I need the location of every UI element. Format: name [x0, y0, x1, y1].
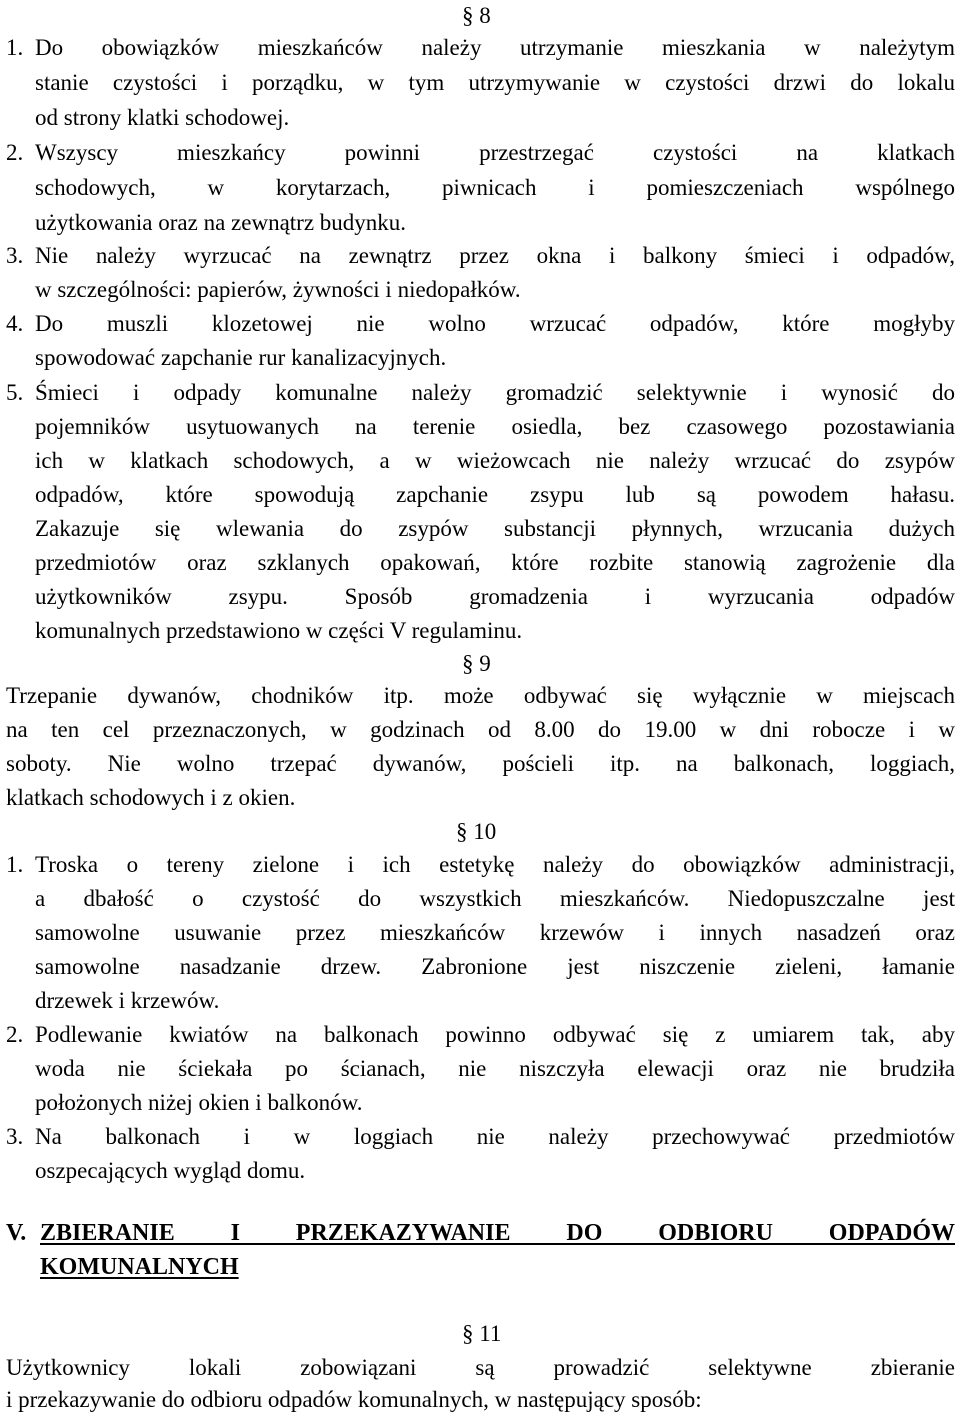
text-line: pojemników usytuowanych na terenie osiedla, bez czasowego pozostawiania	[35, 414, 955, 439]
text-line: a dbałość o czystość do wszystkich mieszkańców. Niedopuszczalne jest	[35, 886, 955, 911]
text-line: na ten cel przeznaczonych, w godzinach od 8.00 do 19.00 w dni robocze i w	[6, 717, 955, 742]
text-line: odpadów, które spowodują zapchanie zsypu lub są powodem hałasu.	[35, 482, 955, 507]
text-line: położonych niżej okien i balkonów.	[35, 1090, 363, 1115]
text-line: i przekazywanie do odbioru odpadów komunalnych, w następujący sposób:	[6, 1387, 702, 1412]
text-line: Podlewanie kwiatów na balkonach powinno odbywać się z umiarem tak, aby	[35, 1022, 955, 1047]
text-line: samowolne usuwanie przez mieszkańców krzewów i innych nasadzeń oraz	[35, 920, 955, 945]
text-line: ich w klatkach schodowych, a w wieżowcach nie należy wrzucać do zsypów	[35, 448, 955, 473]
text-line: schodowych, w korytarzach, piwnicach i pomieszczeniach wspólnego	[35, 175, 955, 200]
text-line: użytkowników zsypu. Sposób gromadzenia i wyrzucania odpadów	[35, 584, 955, 609]
text-line: Zakazuje się wlewania do zsypów substancji płynnych, wrzucania dużych	[35, 516, 955, 541]
chapter-number: V.	[6, 1220, 27, 1246]
text-line: Wszyscy mieszkańcy powinni przestrzegać czystości na klatkach	[35, 140, 955, 165]
section-10-heading: § 10	[456, 819, 497, 844]
text-line: woda nie ściekała po ścianach, nie niszczyła elewacji oraz nie brudziła	[35, 1056, 955, 1081]
text-line: Na balkonach i w loggiach nie należy przechowywać przedmiotów	[35, 1124, 955, 1149]
text-line: komunalnych przedstawiono w części V regulaminu.	[35, 618, 523, 643]
text-line: spowodować zapchanie rur kanalizacyjnych.	[35, 345, 447, 370]
chapter-title-line-1: ZBIERANIE I PRZEKAZYWANIE DO ODBIORU ODPADÓW	[40, 1220, 955, 1246]
text-line: klatkach schodowych i z okien.	[6, 785, 296, 810]
text-line: soboty. Nie wolno trzepać dywanów, pościeli itp. na balkonach, loggiach,	[6, 751, 955, 776]
text-line: przedmiotów oraz szklanych opakowań, które rozbite stanowią zagrożenie dla	[35, 550, 955, 575]
text-line: Trzepanie dywanów, chodników itp. może odbywać się wyłącznie w miejscach	[6, 683, 955, 708]
text-line: Do obowiązków mieszkańców należy utrzymanie mieszkania w należytym	[35, 35, 955, 60]
text-line: Troska o tereny zielone i ich estetykę należy do obowiązków administracji,	[35, 852, 955, 877]
section-9-heading: § 9	[462, 651, 491, 676]
text-line: oszpecających wygląd domu.	[35, 1158, 306, 1183]
text-line: Do muszli klozetowej nie wolno wrzucać odpadów, które mogłyby	[35, 311, 955, 336]
text-line: stanie czystości i porządku, w tym utrzymywanie w czystości drzwi do lokalu	[35, 70, 955, 95]
text-line: drzewek i krzewów.	[35, 988, 220, 1013]
text-line: w szczególności: papierów, żywności i niedopałków.	[35, 277, 521, 302]
section-11-heading: § 11	[462, 1321, 502, 1346]
text-line: Użytkownicy lokali zobowiązani są prowadzić selektywne zbieranie	[6, 1355, 955, 1380]
text-line: Śmieci i odpady komunalne należy gromadzić selektywnie i wynosić do	[35, 380, 955, 405]
text-line: użytkowania oraz na zewnątrz budynku.	[35, 210, 407, 235]
text-line: Nie należy wyrzucać na zewnątrz przez okna i balkony śmieci i odpadów,	[35, 243, 955, 268]
chapter-title-line-2: KOMUNALNYCH	[40, 1254, 239, 1280]
text-line: od strony klatki schodowej.	[35, 105, 290, 130]
section-8-heading: § 8	[462, 3, 491, 28]
text-line: samowolne nasadzanie drzew. Zabronione jest niszczenie zieleni, łamanie	[35, 954, 955, 979]
